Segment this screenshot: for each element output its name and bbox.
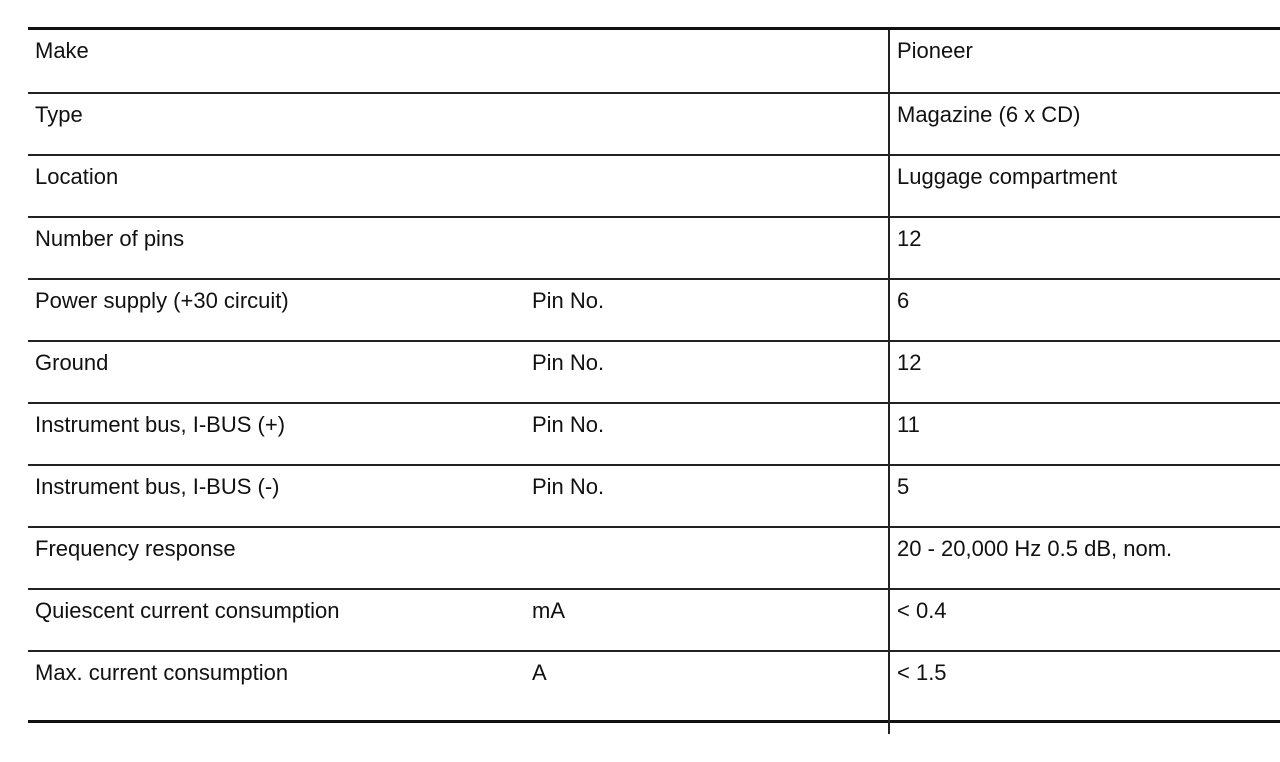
row-value: 12 — [897, 350, 922, 375]
table-row-max-current — [28, 650, 1280, 720]
table-row-quiescent-current — [28, 588, 1280, 650]
row-label: Make — [35, 38, 89, 63]
table-row-ground — [28, 340, 1280, 402]
row-unit: Pin No. — [532, 288, 605, 313]
table-row-make — [28, 30, 1280, 92]
row-label: Instrument bus, I-BUS (-) — [35, 474, 280, 499]
row-value: 20 - 20,000 Hz 0.5 dB, nom. — [897, 536, 1173, 561]
row-unit: Pin No. — [532, 474, 605, 499]
row-value: < 0.4 — [897, 598, 947, 623]
column-divider — [888, 30, 890, 734]
row-value: 12 — [897, 226, 922, 251]
row-value: Magazine (6 x CD) — [897, 102, 1081, 127]
row-unit: mA — [532, 598, 565, 623]
table-row-location — [28, 154, 1280, 216]
row-label: Location — [35, 164, 119, 189]
row-label: Quiescent current consumption — [35, 598, 340, 623]
table-row-frequency-response — [28, 526, 1280, 588]
row-label: Number of pins — [35, 226, 185, 251]
table-row-power-supply — [28, 278, 1280, 340]
table-row-number-of-pins — [28, 216, 1280, 278]
row-value: < 1.5 — [897, 660, 947, 685]
table-row-type — [28, 92, 1280, 154]
row-value: Pioneer — [897, 38, 973, 63]
row-value: 11 — [897, 412, 920, 437]
table-row-ibus-plus — [28, 402, 1280, 464]
row-unit: A — [532, 660, 547, 685]
row-unit: Pin No. — [532, 412, 605, 437]
spec-table — [28, 27, 1280, 723]
row-unit: Pin No. — [532, 350, 605, 375]
row-label: Type — [35, 102, 83, 127]
row-value: 6 — [897, 288, 910, 313]
table-row-ibus-minus — [28, 464, 1280, 526]
row-value: 5 — [897, 474, 910, 499]
row-label: Frequency response — [35, 536, 236, 561]
row-label: Ground — [35, 350, 109, 375]
row-label: Instrument bus, I-BUS (+) — [35, 412, 286, 437]
row-label: Power supply (+30 circuit) — [35, 288, 289, 313]
row-value: Luggage compartment — [897, 164, 1118, 189]
row-label: Max. current consumption — [35, 660, 289, 685]
